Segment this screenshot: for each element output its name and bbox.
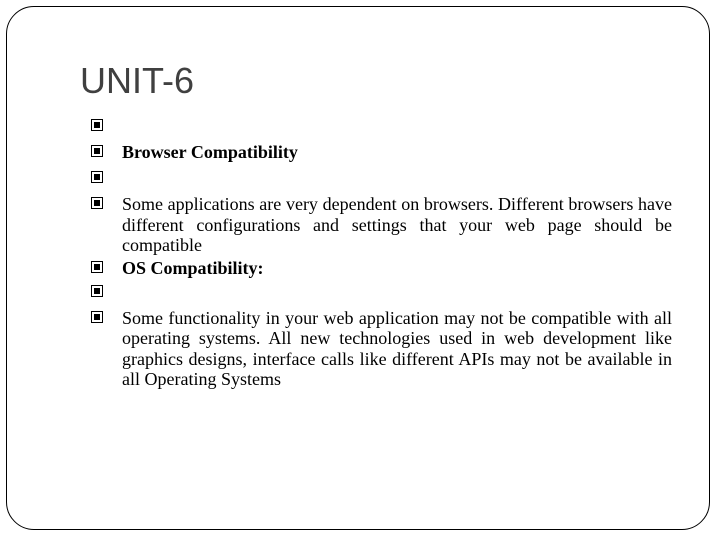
square-bullet-icon [91,197,103,209]
square-bullet-icon [91,261,103,273]
bullet-item-browser-description [88,194,672,256]
square-bullet-icon [91,145,103,157]
bullet-text: Some functionality in your web application may not be compatible with all operating systems. All new technologies used in web development like graphics designs, interface calls like different APIs may not be available in all Operating Systems [122,307,672,389]
bullet-item-os-compatibility [88,258,672,282]
bullet-item-empty-2 [88,168,672,194]
bullet-item-empty-1 [88,116,672,142]
square-bullet-icon [91,119,103,131]
square-bullet-icon [91,311,103,323]
bullet-item-browser-compatibility [88,142,672,168]
bullet-text: OS Compatibility: [122,257,264,278]
bullet-item-os-description [88,308,672,390]
bullet-text: Browser Compatibility [122,142,298,162]
slide-title: UNIT-6 [80,60,195,101]
bullet-item-empty-3 [88,282,672,308]
square-bullet-icon [91,171,103,183]
bullet-text: Some applications are very dependent on browsers. Different browsers have different configurations and settings that your web page should be compatible [122,194,672,255]
square-bullet-icon [91,285,103,297]
bullet-list [88,116,672,390]
